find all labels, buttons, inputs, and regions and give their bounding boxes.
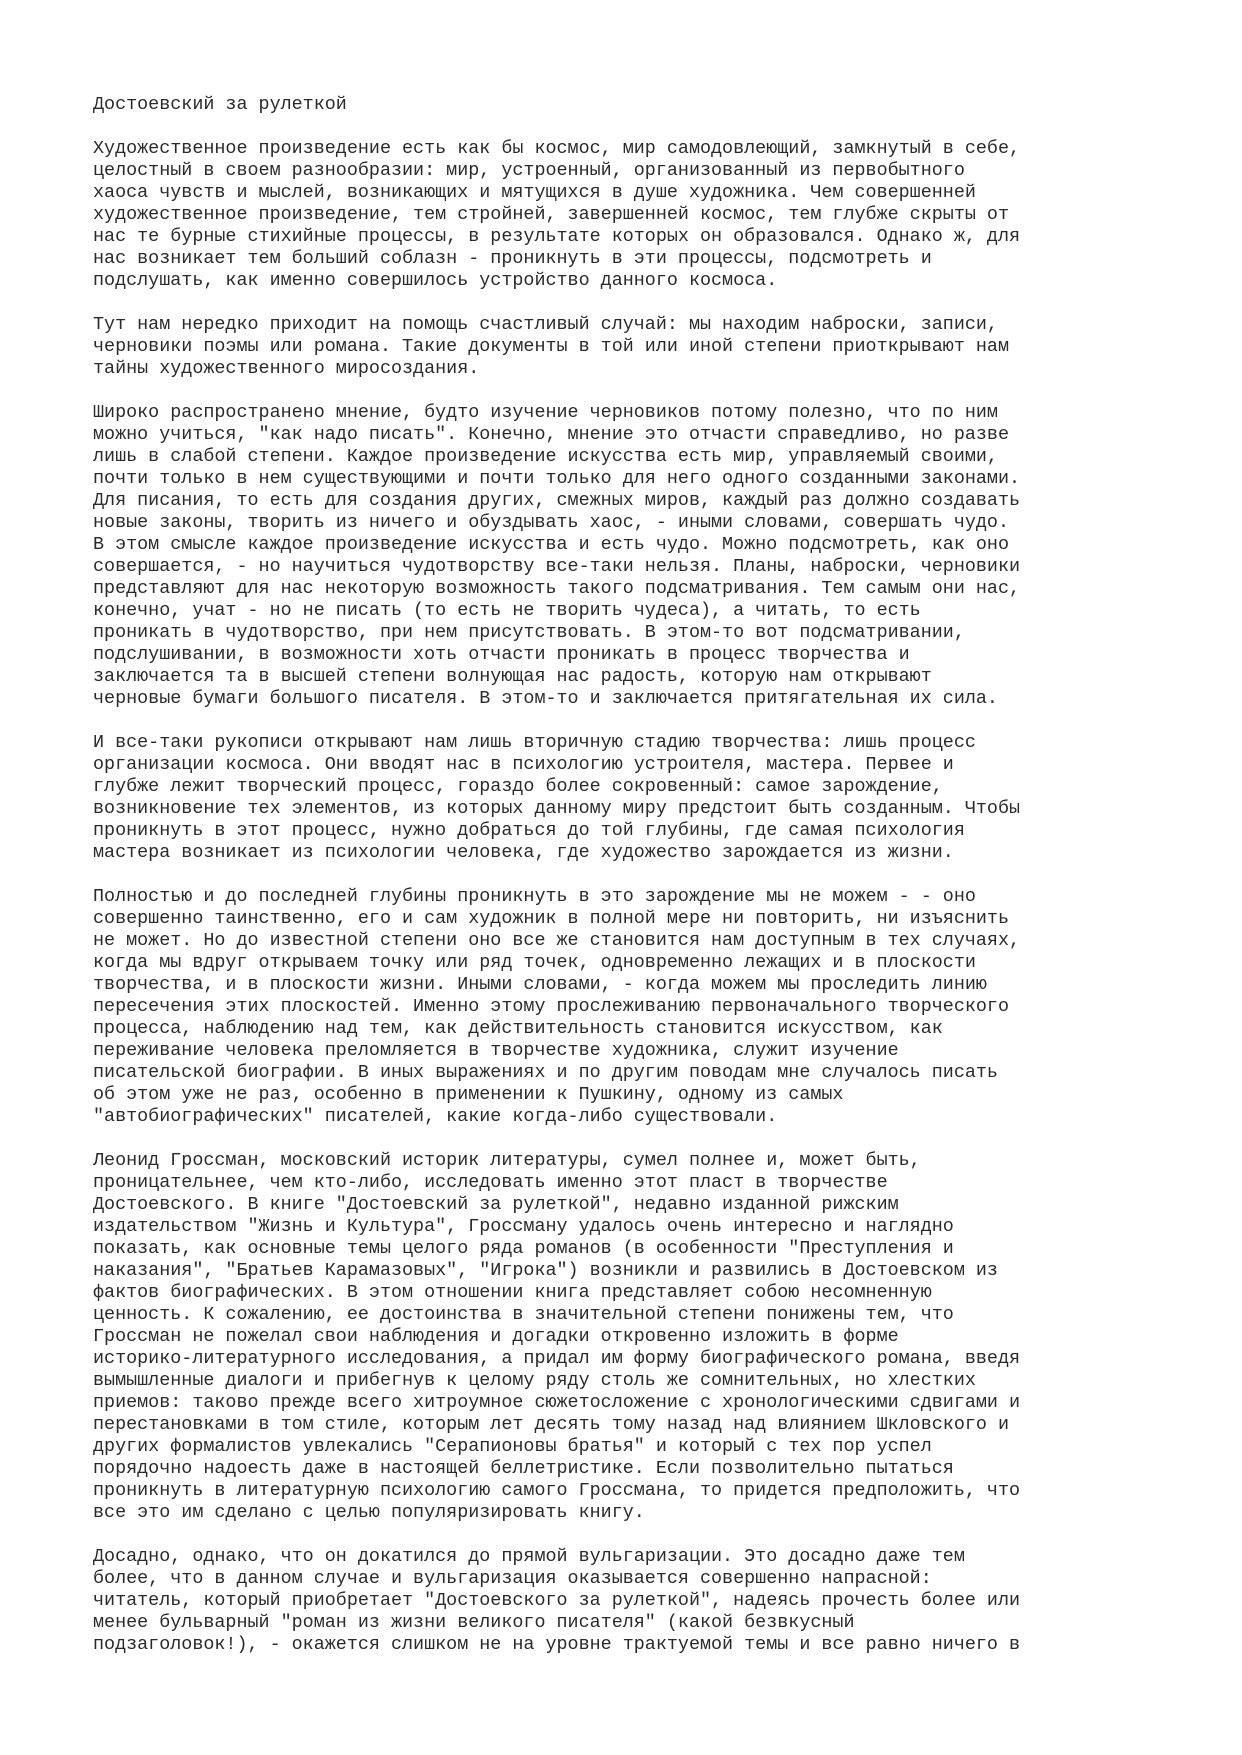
text-line: процесса, наблюдению над тем, как действительность становится искусством, как [93, 1018, 943, 1039]
text-line: подслушать, как именно совершилось устройство данного космоса. [93, 270, 778, 291]
paragraph [93, 732, 1153, 864]
text-line: черновики поэмы или романа. Такие документы в той или иной степени приоткрывают нам [93, 336, 1010, 357]
text-line: Художественное произведение есть как бы космос, мир самодовлеющий, замкнутый в себе, [93, 138, 1021, 159]
text-line: менее бульварный "роман из жизни великого писателя" (какой безвкусный [93, 1612, 855, 1633]
text-line: издательством "Жизнь и Культура", Гроссману удалось очень интересно и наглядно [93, 1216, 954, 1237]
text-line: писательской биографии. В иных выражениях и по другим поводам мне случалось писать [93, 1062, 998, 1083]
paragraph [93, 1150, 1153, 1524]
text-line: Широко распространено мнение, будто изучение черновиков потому полезно, что по ним [93, 402, 998, 423]
text-line: подслушивании, в возможности хоть отчасти проникать в процесс творчества и [93, 644, 910, 665]
paragraph [93, 886, 1153, 1128]
text-line: нас те бурные стихийные процессы, в результате которых он образовался. Однако ж, для [93, 226, 1021, 247]
text-line: Тут нам нередко приходит на помощь счастливый случай: мы находим наброски, записи, [93, 314, 998, 335]
text-line: возникновение тех элементов, из которых данному миру предстоит быть созданным. Чтобы [93, 798, 1021, 819]
text-line: конечно, учат - но не писать (то есть не творить чудеса), а читать, то есть [93, 600, 921, 621]
text-line: Достоевского. В книге "Достоевский за рулеткой", недавно изданной рижским [93, 1194, 899, 1215]
text-line: В этом смысле каждое произведение искусства и есть чудо. Можно подсмотреть, как оно [93, 534, 1010, 555]
text-line: переживание человека преломляется в творчестве художника, служит изучение [93, 1040, 899, 1061]
text-line: все это им сделано с целью популяризировать книгу. [93, 1502, 645, 1523]
text-line: историко-литературного исследования, а придал им форму биографического романа, введя [93, 1348, 1021, 1369]
text-line: заключается та в высшей степени волнующая нас радость, которую нам открывают [93, 666, 932, 687]
text-line: проницательнее, чем кто-либо, исследовать именно этот пласт в творчестве [93, 1172, 888, 1193]
paragraph [93, 138, 1153, 292]
text-line: тайны художественного миросоздания. [93, 358, 480, 379]
text-line: порядочно надоесть даже в настоящей беллетристике. Если позволительно пытаться [93, 1458, 954, 1479]
text-line: организации космоса. Они вводят нас в психологию устроителя, мастера. Первее и [93, 754, 954, 775]
text-line: хаоса чувств и мыслей, возникающих и мятущихся в душе художника. Чем совершенней [93, 182, 976, 203]
text-line: "автобиографических" писателей, какие когда-либо существовали. [93, 1106, 778, 1127]
text-line: об этом уже не раз, особенно в применении к Пушкину, одному из самых [93, 1084, 844, 1105]
text-line: подзаголовок!), - окажется слишком не на уровне трактуемой темы и все равно ничего в [93, 1634, 1021, 1655]
text-line: творчества, и в плоскости жизни. Иными словами, - когда можем мы проследить линию [93, 974, 987, 995]
document-body [93, 138, 1153, 1656]
document-title: Достоевский за рулеткой [93, 94, 347, 115]
text-line: когда мы вдруг открываем точку или ряд точек, одновременно лежащих и в плоскости [93, 952, 976, 973]
text-line: фактов биографических. В этом отношении книга представляет собою несомненную [93, 1282, 932, 1303]
text-line: нас возникает тем больший соблазн - проникнуть в эти процессы, подсмотреть и [93, 248, 932, 269]
text-line: других формалистов увлекались "Серапионовы братья" и который с тех пор успел [93, 1436, 932, 1457]
text-line: Гроссман не пожелал свои наблюдения и догадки откровенно изложить в форме [93, 1326, 899, 1347]
text-line: можно учиться, "как надо писать". Конечно, мнение это отчасти справедливо, но разве [93, 424, 1010, 445]
text-line: почти только в нем существующими и почти только для него одного созданными законами. [93, 468, 1021, 489]
text-line: черновые бумаги большого писателя. В этом-то и заключается притягательная их сила. [93, 688, 998, 709]
text-line: проникнуть в этот процесс, нужно добраться до той глубины, где самая психология [93, 820, 965, 841]
text-line: проникать в чудотворство, при нем присутствовать. В этом-то вот подсматривании, [93, 622, 965, 643]
text-line: ценность. К сожалению, ее достоинства в значительной степени понижены тем, что [93, 1304, 954, 1325]
text-line: целостный в своем разнообразии: мир, устроенный, организованный из первобытного [93, 160, 965, 181]
document-page [93, 94, 1153, 1678]
text-line: вымышленные диалоги и прибегнув к целому ряду столь же сомнительных, но хлестких [93, 1370, 976, 1391]
text-line: приемов: таково прежде всего хитроумное сюжетосложение с хронологическими сдвигами и [93, 1392, 1021, 1413]
text-line: лишь в слабой степени. Каждое произведение искусства есть мир, управляемый своими, [93, 446, 998, 467]
paragraph [93, 314, 1153, 380]
text-line: совершенно таинственно, его и сам художник в полной мере ни повторить, ни изъяснить [93, 908, 1010, 929]
text-line: Полностью и до последней глубины проникнуть в это зарождение мы не можем - - оно [93, 886, 976, 907]
text-line: перестановками в том стиле, которым лет десять тому назад над влиянием Шкловского и [93, 1414, 1010, 1435]
text-line: глубже лежит творческий процесс, гораздо более сокровенный: самое зарождение, [93, 776, 943, 797]
text-line: Леонид Гроссман, московский историк литературы, сумел полнее и, может быть, [93, 1150, 921, 1171]
text-line: наказания", "Братьев Карамазовых", "Игрока") возникли и развились в Достоевском из [93, 1260, 998, 1281]
text-line: совершается, - но научиться чудотворству все-таки нельзя. Планы, наброски, черновики [93, 556, 1021, 577]
paragraph [93, 1546, 1153, 1656]
text-line: художественное произведение, тем стройней, завершенней космос, тем глубже скрыты от [93, 204, 1010, 225]
text-line: проникнуть в литературную психологию самого Гроссмана, то придется предположить, что [93, 1480, 1021, 1501]
text-line: Досадно, однако, что он докатился до прямой вульгаризации. Это досадно даже тем [93, 1546, 965, 1567]
text-line: И все-таки рукописи открывают нам лишь вторичную стадию творчества: лишь процесс [93, 732, 976, 753]
text-line: пересечения этих плоскостей. Именно этому прослеживанию первоначального творческого [93, 996, 1010, 1017]
paragraph [93, 402, 1153, 710]
text-line: представляют для нас некоторую возможность такого подсматривания. Тем самым они нас, [93, 578, 1021, 599]
text-line: Для писания, то есть для создания других, смежных миров, каждый раз должно создавать [93, 490, 1021, 511]
text-line: читатель, который приобретает "Достоевского за рулеткой", надеясь прочесть более или [93, 1590, 1021, 1611]
text-line: новые законы, творить из ничего и обуздывать хаос, - иными словами, совершать чудо. [93, 512, 1010, 533]
text-line: показать, как основные темы целого ряда романов (в особенности "Преступления и [93, 1238, 954, 1259]
text-line: мастера возникает из психологии человека, где художество зарождается из жизни. [93, 842, 954, 863]
text-line: более, что в данном случае и вульгаризация оказывается совершенно напрасной: [93, 1568, 932, 1589]
text-line: не может. Но до известной степени оно все же становится нам доступным в тех случаях, [93, 930, 1021, 951]
